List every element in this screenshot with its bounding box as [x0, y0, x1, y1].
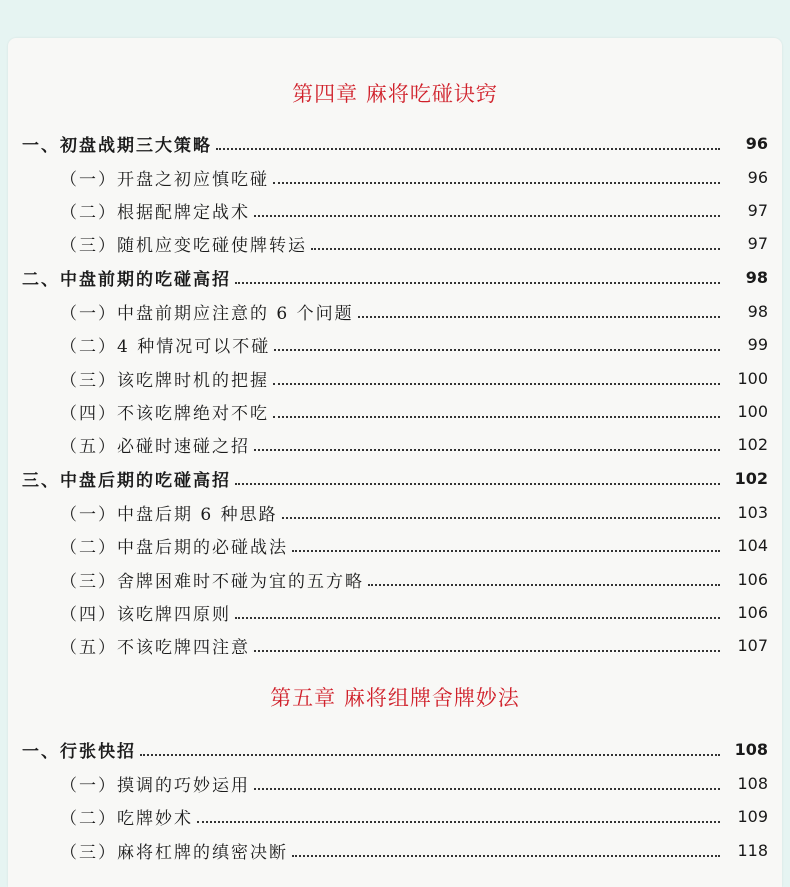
entry-page: 103 [737, 502, 768, 522]
toc-entry [22, 128, 768, 158]
entry-label: 一、行张快招 [22, 741, 136, 762]
entry-label: （四）不该吃牌绝对不吃 [60, 403, 269, 424]
dot-leader [197, 821, 720, 823]
entry-label: （三）随机应变吃碰使牌转运 [60, 235, 307, 256]
entry-page: 98 [747, 301, 768, 321]
entry-page: 108 [734, 739, 768, 759]
entry-page: 97 [747, 233, 768, 253]
toc-entry [60, 162, 768, 192]
toc-entry [60, 630, 768, 660]
entry-page: 107 [737, 635, 768, 655]
entry-page: 96 [745, 133, 768, 153]
chapter-4-title: 第四章 麻将吃碰诀窍 [292, 82, 498, 106]
entry-label: 一、初盘战期三大策略 [22, 135, 212, 156]
toc-entry [22, 463, 768, 493]
entry-page: 100 [737, 368, 768, 388]
entry-label: （三）麻将杠牌的缜密决断 [60, 842, 288, 863]
entry-label: （五）必碰时速碰之招 [60, 436, 250, 457]
entry-page: 99 [747, 334, 768, 354]
entry-page: 118 [737, 840, 768, 860]
dot-leader [273, 383, 720, 385]
entry-label: （四）该吃牌四原则 [60, 604, 231, 625]
dot-leader [282, 517, 720, 519]
entry-label: （二）中盘后期的必碰战法 [60, 537, 288, 558]
dot-leader [140, 754, 720, 756]
dot-leader [216, 148, 720, 150]
entry-label: （二）根据配牌定战术 [60, 202, 250, 223]
entry-label: （一）摸调的巧妙运用 [60, 775, 250, 796]
entry-label: 二、中盘前期的吃碰高招 [22, 269, 231, 290]
entry-page: 100 [737, 401, 768, 421]
toc-entry [60, 228, 768, 258]
dot-leader [292, 550, 720, 552]
toc-entry [22, 734, 768, 764]
toc-entry [60, 564, 768, 594]
dot-leader [235, 282, 720, 284]
toc-entry [60, 530, 768, 560]
entry-label: （一）开盘之初应慎吃碰 [60, 169, 269, 190]
dot-leader [368, 584, 720, 586]
entry-label: （三）该吃牌时机的把握 [60, 370, 269, 391]
toc-entry [60, 497, 768, 527]
toc-entry [60, 801, 768, 831]
toc-entry [60, 396, 768, 426]
toc-entry [60, 835, 768, 865]
dot-leader [273, 416, 720, 418]
dot-leader [292, 855, 720, 857]
dot-leader [254, 788, 720, 790]
entry-page: 96 [747, 167, 768, 187]
entry-label: （二）吃牌妙术 [60, 808, 193, 829]
toc-entry [60, 429, 768, 459]
entry-label: （一）中盘后期 6 种思路 [60, 504, 278, 525]
entry-page: 102 [737, 434, 768, 454]
entry-page: 106 [737, 569, 768, 589]
toc-entry [60, 597, 768, 627]
dot-leader [235, 617, 720, 619]
dot-leader [311, 248, 720, 250]
entry-page: 98 [745, 267, 768, 287]
toc-entry [60, 363, 768, 393]
dot-leader [254, 650, 720, 652]
entry-label: 三、中盘后期的吃碰高招 [22, 470, 231, 491]
entry-label: （五）不该吃牌四注意 [60, 637, 250, 658]
chapter-5-title: 第五章 麻将组牌舍牌妙法 [270, 686, 520, 710]
dot-leader [254, 215, 720, 217]
dot-leader [358, 316, 720, 318]
entry-page: 97 [747, 200, 768, 220]
entry-label: （三）舍牌困难时不碰为宜的五方略 [60, 571, 364, 592]
entry-page: 104 [737, 535, 768, 555]
entry-page: 102 [734, 468, 768, 488]
toc-entry [60, 768, 768, 798]
toc-entry [60, 195, 768, 225]
entry-label: （一）中盘前期应注意的 6 个问题 [60, 303, 354, 324]
dot-leader [254, 449, 720, 451]
dot-leader [274, 349, 720, 351]
entry-page: 109 [737, 806, 768, 826]
entry-page: 106 [737, 602, 768, 622]
dot-leader [235, 483, 720, 485]
dot-leader [273, 182, 720, 184]
toc-entry [22, 262, 768, 292]
toc-page [8, 38, 782, 887]
toc-entry [60, 329, 768, 359]
entry-page: 108 [737, 773, 768, 793]
toc-entry [60, 296, 768, 326]
entry-label: （二）4 种情况可以不碰 [60, 336, 271, 357]
